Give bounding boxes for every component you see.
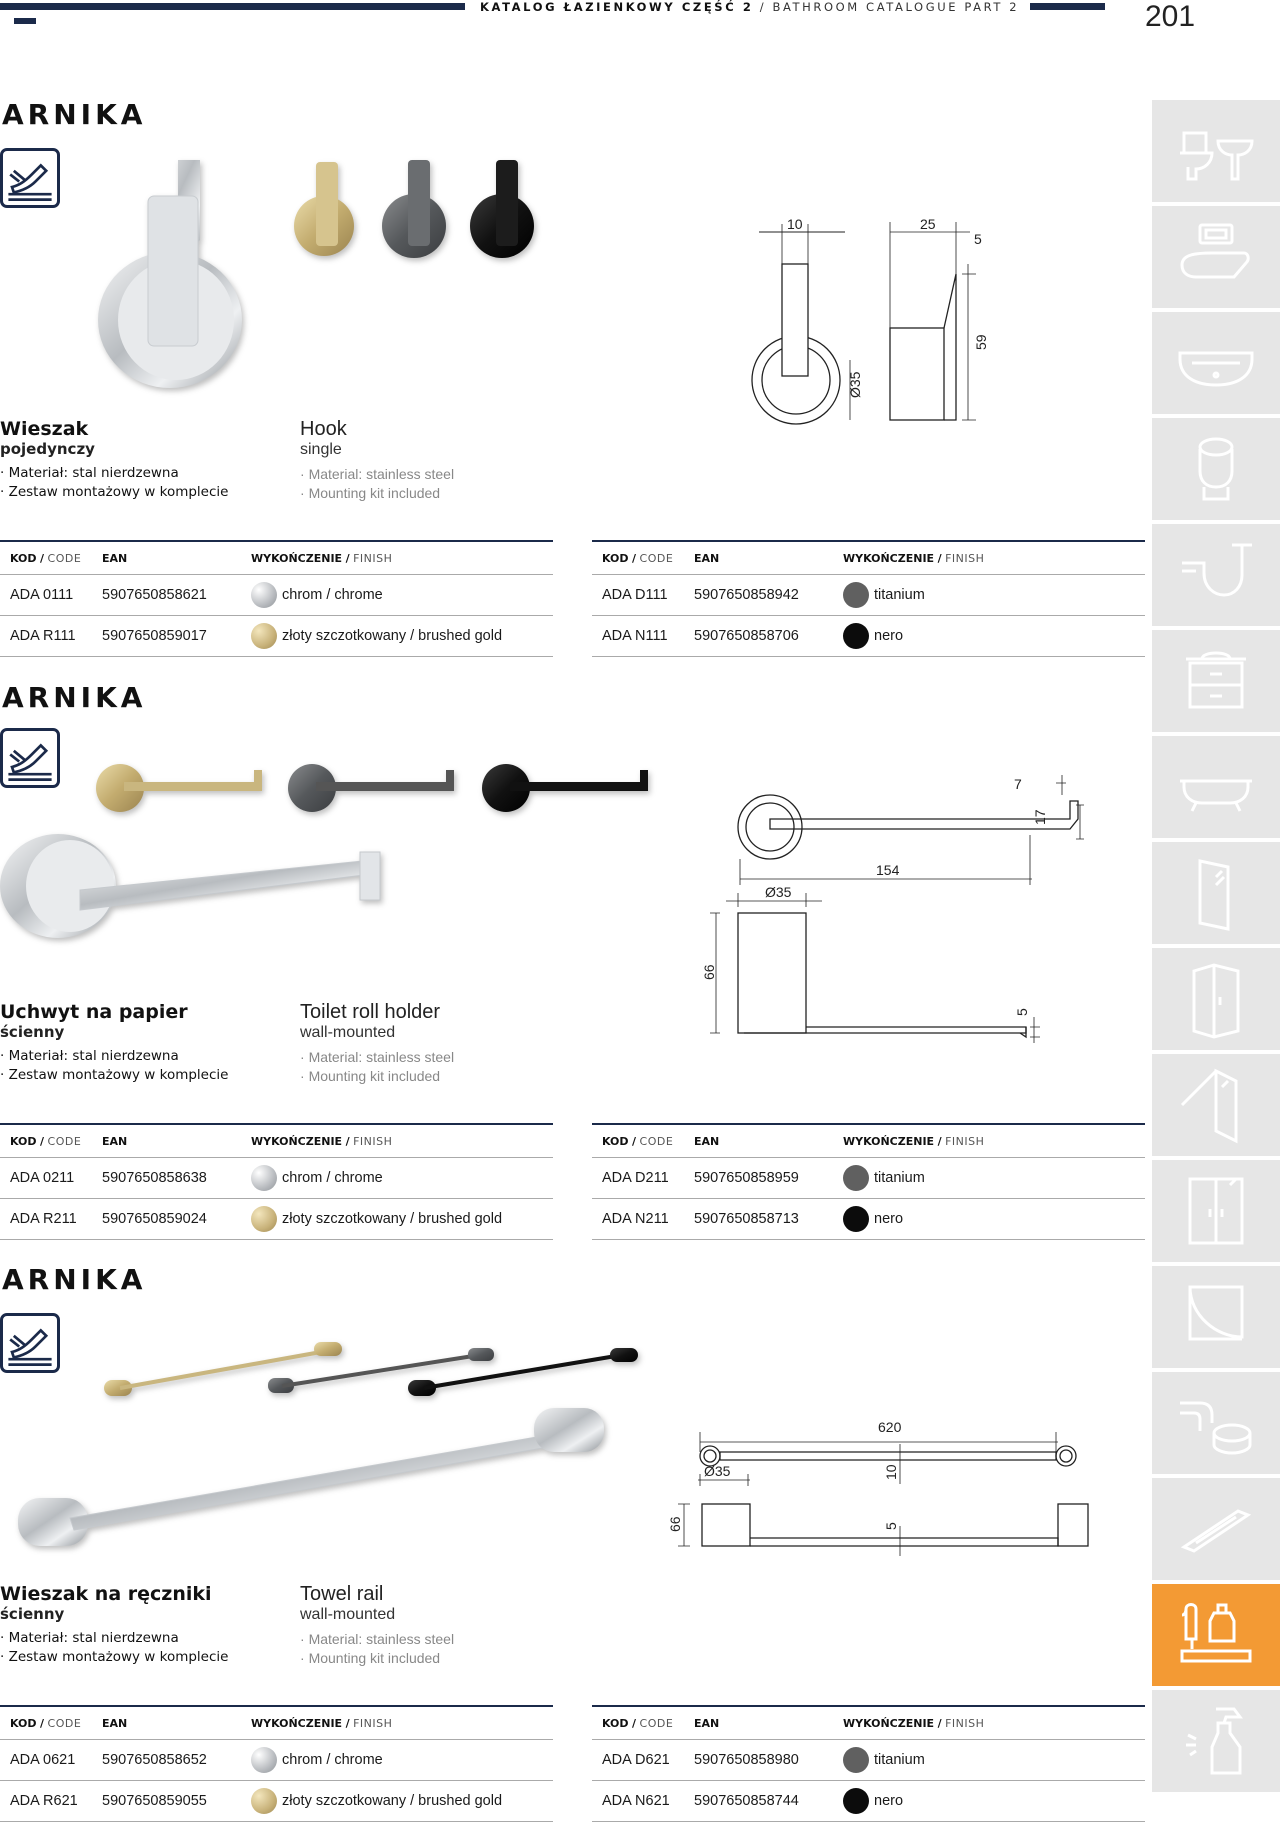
product-name-pl: Wieszak	[0, 418, 89, 440]
page-number: 201	[1145, 0, 1196, 33]
product-ean: 5907650858942	[694, 587, 799, 603]
dim-label-5: 5	[1014, 1008, 1030, 1016]
table-header: KOD / CODE EAN WYKOŃCZENIE / FINISH	[592, 1707, 1145, 1740]
wall-mount-badge	[0, 728, 60, 788]
product-name-pl: Uchwyt na papier	[0, 1001, 188, 1023]
product-image-gold	[292, 162, 362, 266]
wall-mount-badge	[0, 1313, 60, 1373]
finish-label: titanium	[874, 587, 925, 603]
technical-drawing-towel-rail	[667, 1418, 1090, 1562]
product-name-pl: Wieszak na ręczniki	[0, 1583, 212, 1605]
product-code: ADA 0211	[10, 1170, 75, 1186]
siphon-icon	[1176, 535, 1256, 615]
product-image-nero	[480, 760, 655, 824]
vanity-cabinet-icon	[1176, 641, 1256, 721]
product-ean: 5907650858621	[102, 587, 207, 603]
shower-tray-icon	[1176, 1277, 1256, 1357]
table-header: KOD / CODE EAN WYKOŃCZENIE / FINISH	[0, 1125, 553, 1158]
product-name-en: Hook	[300, 418, 347, 440]
shower-screen-icon	[1176, 1065, 1256, 1145]
bathtub-icon	[1176, 747, 1256, 827]
product-subtitle-en: wall-mounted	[300, 1024, 396, 1041]
dim-label-59: 59	[973, 334, 989, 350]
product-name-en: Toilet roll holder	[300, 1001, 441, 1023]
catalog-title-separator: /	[759, 0, 767, 14]
sidebar-item-bidets[interactable]	[1152, 418, 1280, 520]
product-ean: 5907650858713	[694, 1211, 799, 1227]
wall-hung-toilet-icon	[1176, 217, 1256, 297]
sidebar-item-bathtubs[interactable]	[1152, 736, 1280, 838]
table-row	[0, 1199, 553, 1240]
product-code: ADA N211	[602, 1211, 669, 1227]
sidebar-item-washbasins[interactable]	[1152, 312, 1280, 414]
feature-item: · Mounting kit included	[300, 485, 441, 501]
product-info-en	[300, 1001, 454, 1086]
dim-label-diameter: Ø35	[704, 1463, 731, 1479]
product-ean: 5907650858980	[694, 1752, 799, 1768]
wall-mount-badge	[0, 148, 60, 208]
finish-label: chrom / chrome	[282, 1170, 383, 1186]
shower-cabin-icon	[1176, 959, 1256, 1039]
product-info-en	[300, 1583, 454, 1668]
finish-swatch-nero	[843, 623, 869, 649]
product-table-right	[592, 1123, 1145, 1240]
product-code: ADA D621	[602, 1752, 670, 1768]
wall-mount-icon	[3, 1316, 57, 1370]
finish-swatch-nero	[843, 1206, 869, 1232]
dim-label-5: 5	[883, 1522, 899, 1530]
dim-label-10: 10	[787, 216, 803, 232]
technical-drawing-hook	[740, 210, 1010, 444]
product-image-chrome	[90, 160, 250, 394]
product-subtitle-pl: ścienny	[0, 1605, 65, 1623]
table-row	[592, 1199, 1145, 1240]
product-code: ADA D211	[602, 1170, 669, 1186]
finish-label: chrom / chrome	[282, 587, 383, 603]
finish-swatch-gold	[251, 1788, 277, 1814]
product-image-chrome	[0, 830, 390, 944]
linear-drain-icon	[1176, 1489, 1256, 1569]
toilet-washbasin-icon	[1176, 111, 1256, 191]
product-info-pl	[0, 418, 228, 502]
finish-label: titanium	[874, 1170, 925, 1186]
product-image-nero	[404, 1344, 644, 1408]
finish-swatch-chrome	[251, 582, 277, 608]
product-info-en	[300, 418, 454, 503]
product-info-pl	[0, 1001, 228, 1085]
sidebar-item-linear-drains[interactable]	[1152, 1478, 1280, 1580]
dim-label-10: 10	[883, 1464, 899, 1480]
table-row	[0, 575, 553, 616]
feature-item: · Materiał: stal nierdzewna	[0, 1630, 179, 1646]
finish-swatch-gold	[251, 623, 277, 649]
sidebar-item-shower-trays[interactable]	[1152, 1266, 1280, 1368]
product-ean: 5907650858959	[694, 1170, 799, 1186]
product-name-en: Towel rail	[300, 1583, 384, 1605]
product-code: ADA 0111	[10, 587, 74, 603]
sidebar-item-drains[interactable]	[1152, 1372, 1280, 1474]
table-row	[0, 1740, 553, 1781]
feature-item: · Materiał: stal nierdzewna	[0, 1048, 179, 1064]
dim-label-66: 66	[667, 1516, 683, 1532]
product-ean: 5907650858706	[694, 628, 799, 644]
finish-label: złoty szczotkowany / brushed gold	[282, 1211, 503, 1227]
sidebar-item-furniture[interactable]	[1152, 630, 1280, 732]
product-table-left	[0, 1123, 553, 1240]
table-header: KOD / CODE EAN WYKOŃCZENIE / FINISH	[0, 1707, 553, 1740]
dim-label-620: 620	[878, 1419, 902, 1435]
finish-swatch-titanium	[843, 1747, 869, 1773]
product-ean: 5907650858638	[102, 1170, 207, 1186]
finish-label: złoty szczotkowany / brushed gold	[282, 628, 503, 644]
product-subtitle-pl: ścienny	[0, 1023, 65, 1041]
feature-item: · Materiał: stal nierdzewna	[0, 465, 179, 481]
product-table-right	[592, 540, 1145, 657]
drain-pipe-icon	[1176, 1383, 1256, 1463]
finish-swatch-titanium	[843, 1165, 869, 1191]
product-image-gold	[94, 760, 269, 824]
category-sidebar	[1152, 100, 1280, 1796]
sidebar-item-shower-enclosures[interactable]	[1152, 1160, 1280, 1262]
dim-label-17: 17	[1032, 809, 1048, 825]
product-image-nero	[470, 160, 540, 268]
finish-label: chrom / chrome	[282, 1752, 383, 1768]
dim-label-5: 5	[974, 231, 982, 247]
product-ean: 5907650859024	[102, 1211, 207, 1227]
table-header: KOD / CODE EAN WYKOŃCZENIE / FINISH	[592, 542, 1145, 575]
product-info-pl	[0, 1583, 228, 1667]
feature-item: · Material: stainless steel	[300, 1631, 455, 1647]
product-ean: 5907650858652	[102, 1752, 207, 1768]
product-table-left	[0, 540, 553, 657]
sidebar-item-shower-doors[interactable]	[1152, 842, 1280, 944]
product-image-chrome	[14, 1404, 614, 1558]
finish-label: złoty szczotkowany / brushed gold	[282, 1793, 503, 1809]
finish-label: nero	[874, 1211, 904, 1227]
product-code: ADA R211	[10, 1211, 77, 1227]
table-row	[592, 1158, 1145, 1199]
section-title: ARNIKA	[2, 681, 147, 714]
dim-label-7: 7	[1014, 776, 1022, 792]
finish-swatch-titanium	[843, 582, 869, 608]
table-row	[592, 1740, 1145, 1781]
product-subtitle-en: wall-mounted	[300, 1606, 396, 1623]
feature-item: · Zestaw montażowy w komplecie	[0, 484, 229, 500]
catalog-title	[480, 0, 1019, 14]
sidebar-item-siphons[interactable]	[1152, 524, 1280, 626]
dim-label-154: 154	[876, 862, 900, 878]
section-title: ARNIKA	[2, 98, 147, 131]
finish-swatch-chrome	[251, 1747, 277, 1773]
product-table-right	[592, 1705, 1145, 1822]
feature-item: · Zestaw montażowy w komplecie	[0, 1067, 229, 1083]
table-row	[592, 616, 1145, 657]
sidebar-item-accessories[interactable]	[1152, 1584, 1280, 1686]
feature-item: · Material: stainless steel	[300, 466, 455, 482]
sidebar-item-toilets[interactable]	[1152, 100, 1280, 202]
finish-label: titanium	[874, 1752, 925, 1768]
shower-enclosure-icon	[1176, 1171, 1256, 1251]
product-ean: 5907650858744	[694, 1793, 799, 1809]
feature-item: · Zestaw montażowy w komplecie	[0, 1649, 229, 1665]
sidebar-item-shower-screens[interactable]	[1152, 1054, 1280, 1156]
sidebar-item-shower-cabins[interactable]	[1152, 948, 1280, 1050]
sidebar-item-frames[interactable]	[1152, 206, 1280, 308]
header-bar-right	[1030, 3, 1105, 10]
feature-item: · Mounting kit included	[300, 1650, 441, 1666]
product-code: ADA R111	[10, 628, 76, 644]
table-row	[592, 1781, 1145, 1822]
cleaning-spray-icon	[1176, 1701, 1256, 1781]
table-header: KOD / CODE EAN WYKOŃCZENIE / FINISH	[0, 542, 553, 575]
product-subtitle-pl: pojedynczy	[0, 440, 95, 458]
product-ean: 5907650859055	[102, 1793, 207, 1809]
shower-door-icon	[1176, 853, 1256, 933]
table-row	[592, 575, 1145, 616]
catalog-title-pl: KATALOG ŁAZIENKOWY CZĘŚĆ 2	[480, 0, 754, 14]
catalog-title-en: BATHROOM CATALOGUE PART 2	[772, 0, 1020, 14]
table-header: KOD / CODE EAN WYKOŃCZENIE / FINISH	[592, 1125, 1145, 1158]
product-image-titanium	[382, 160, 452, 268]
finish-label: nero	[874, 628, 904, 644]
header-bar-left	[0, 3, 465, 10]
product-subtitle-en: single	[300, 441, 342, 458]
dim-label-diameter: Ø35	[847, 371, 863, 398]
product-code: ADA N621	[602, 1793, 670, 1809]
bidet-icon	[1176, 429, 1256, 509]
product-ean: 5907650859017	[102, 628, 207, 644]
wall-mount-icon	[3, 151, 57, 205]
finish-swatch-chrome	[251, 1165, 277, 1191]
table-row	[0, 1158, 553, 1199]
finish-label: nero	[874, 1793, 904, 1809]
dim-label-25: 25	[920, 216, 936, 232]
finish-swatch-nero	[843, 1788, 869, 1814]
feature-item: · Material: stainless steel	[300, 1049, 455, 1065]
feature-item: · Mounting kit included	[300, 1068, 441, 1084]
section-title: ARNIKA	[2, 1263, 147, 1296]
dim-label-66: 66	[701, 964, 717, 980]
dim-label-diameter: Ø35	[765, 884, 792, 900]
bathroom-accessories-icon	[1176, 1595, 1256, 1675]
wall-mount-icon	[3, 731, 57, 785]
finish-swatch-gold	[251, 1206, 277, 1232]
technical-drawing-roll-holder	[700, 775, 1050, 1059]
washbasin-icon	[1176, 323, 1256, 403]
product-image-titanium	[286, 760, 461, 824]
product-code: ADA 0621	[10, 1752, 76, 1768]
sidebar-item-cleaning[interactable]	[1152, 1690, 1280, 1792]
table-row	[0, 1781, 553, 1822]
header-marker	[14, 18, 36, 24]
product-code: ADA R621	[10, 1793, 78, 1809]
product-table-left	[0, 1705, 553, 1822]
product-code: ADA N111	[602, 628, 668, 644]
table-row	[0, 616, 553, 657]
product-code: ADA D111	[602, 587, 668, 603]
